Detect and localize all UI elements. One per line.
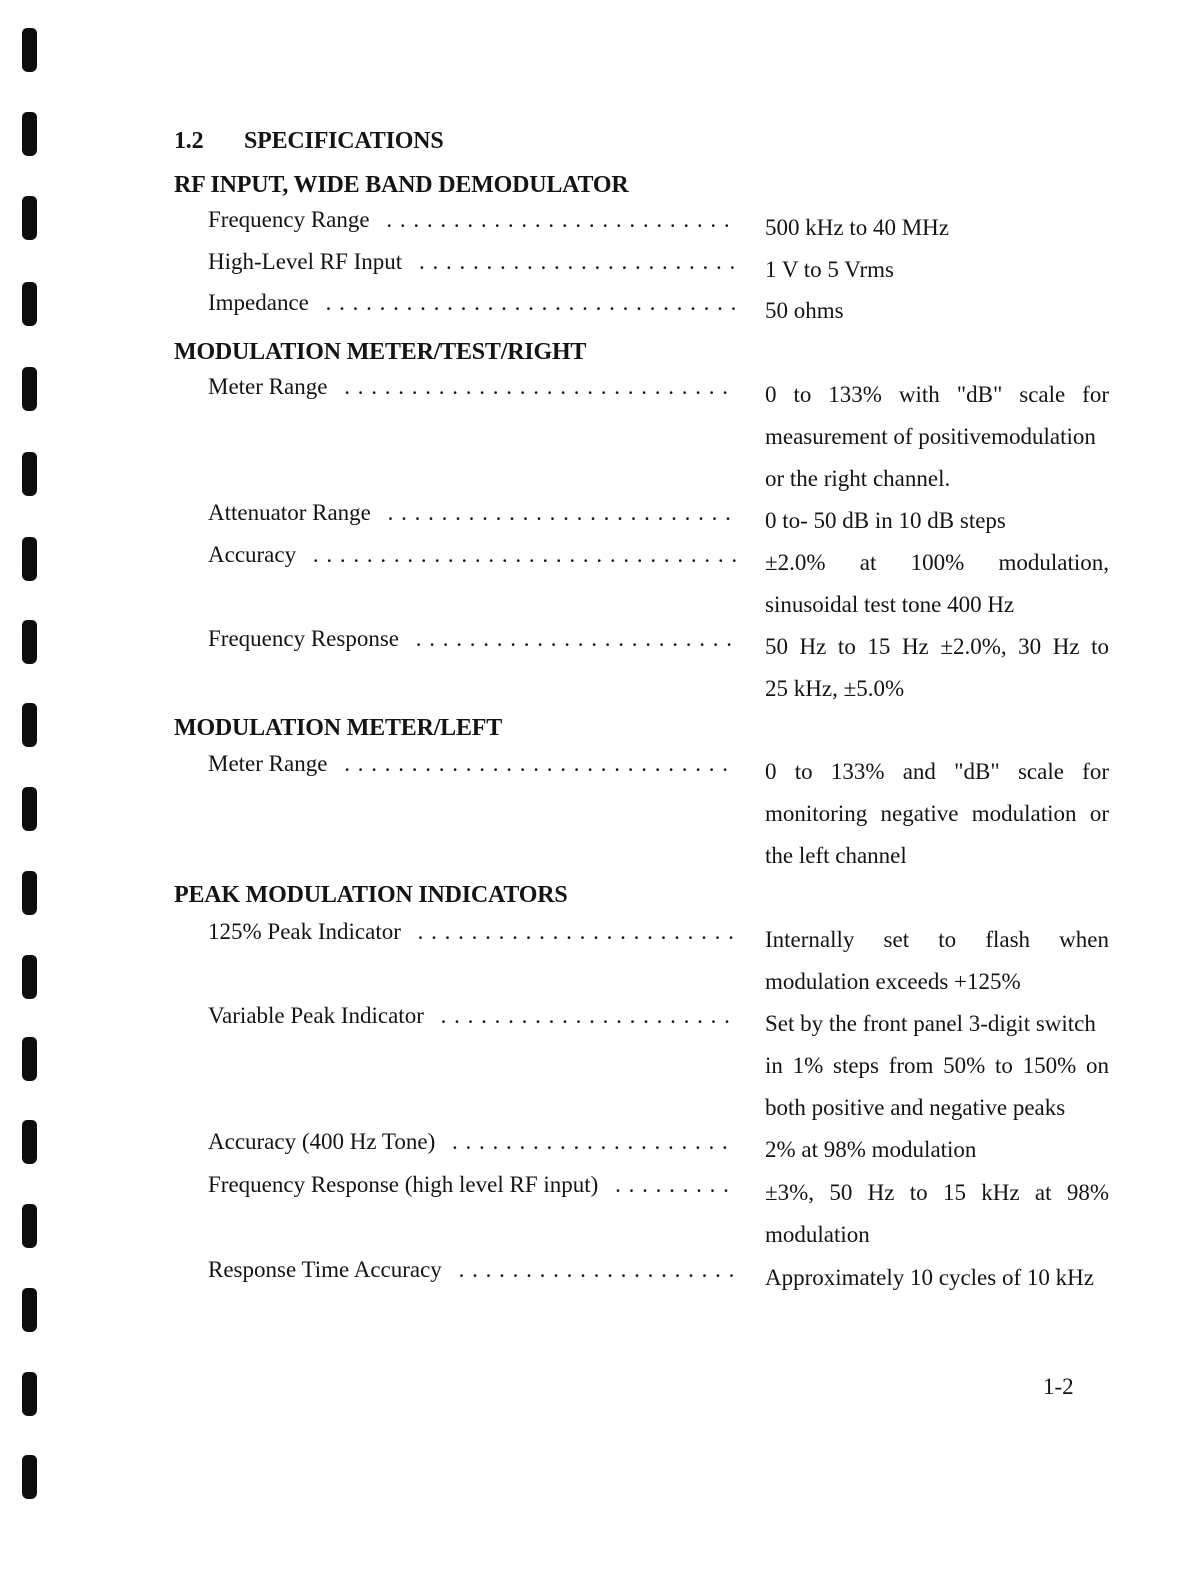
spec-label: Accuracy . . .	[208, 542, 736, 568]
spec-row	[0, 1257, 1194, 1297]
spec-value: 0 to 133% with "dB" scale for measurement of positivemodulation or the right channel.	[765, 382, 1109, 491]
spec-label: 125% Peak Indicator . . .	[208, 919, 736, 945]
spec-row	[0, 207, 1194, 247]
binding-hole	[22, 112, 37, 156]
spec-label: Frequency Response . . .	[208, 626, 736, 652]
spec-label: Accuracy (400 Hz Tone) . . .	[208, 1129, 736, 1155]
spec-label: Response Time Accuracy . . .	[208, 1257, 736, 1283]
spec-row	[0, 500, 1194, 540]
group-heading-peak-modulation: PEAK MODULATION INDICATORS	[174, 882, 568, 908]
spec-label: Frequency Response (high level RF input) . . .	[208, 1172, 736, 1198]
binding-hole	[22, 703, 37, 747]
spec-row	[0, 919, 1194, 994]
spec-value: 50 Hz to 15 Hz ±2.0%, 30 Hz to 25 kHz, ±5.0%	[765, 634, 1109, 701]
section-title	[174, 128, 443, 155]
spec-row	[0, 374, 1194, 491]
spec-row	[0, 1129, 1194, 1169]
binding-hole	[22, 871, 37, 915]
spec-value: ±3%, 50 Hz to 15 kHz at 98% modulation	[765, 1180, 1109, 1247]
spec-label: Attenuator Range . . .	[208, 500, 736, 526]
spec-value: Set by the front panel 3-digit switch in 1% steps from 50% to 150% on both positive and negative peaks	[765, 1011, 1109, 1120]
spec-label: High-Level RF Input . . .	[208, 249, 736, 275]
binding-hole	[22, 955, 37, 999]
spec-row	[0, 751, 1194, 868]
spec-label: Impedance . . .	[208, 290, 736, 316]
binding-hole	[22, 452, 37, 496]
spec-value: Approximately 10 cycles of 10 kHz	[765, 1265, 1094, 1290]
group-heading-modulation-meter-right: MODULATION METER/TEST/RIGHT	[174, 339, 587, 365]
spec-value: ±2.0% at 100% modulation, sinusoidal test tone 400 Hz	[765, 550, 1109, 617]
group-heading-rf-input: RF INPUT, WIDE BAND DEMODULATOR	[174, 172, 629, 198]
spec-label: Meter Range . . .	[208, 751, 736, 777]
group-heading-modulation-meter-left: MODULATION METER/LEFT	[174, 715, 503, 741]
spec-row	[0, 290, 1194, 330]
page-number: 1-2	[1043, 1374, 1074, 1399]
section-number: 1.2	[174, 128, 204, 154]
spec-label: Meter Range . . .	[208, 374, 736, 400]
spec-value: 0 to- 50 dB in 10 dB steps	[765, 508, 1006, 533]
spec-value: 1 V to 5 Vrms	[765, 257, 894, 282]
spec-row	[0, 626, 1194, 701]
binding-hole	[22, 1037, 37, 1081]
spec-value: 500 kHz to 40 MHz	[765, 215, 949, 240]
spec-value: 2% at 98% modulation	[765, 1137, 977, 1162]
spec-row	[0, 1172, 1194, 1247]
spec-label: Frequency Range . . .	[208, 207, 736, 233]
spec-value: Internally set to flash when modulation exceeds +125%	[765, 927, 1109, 994]
spec-row	[0, 1003, 1194, 1120]
section-title-text: SPECIFICATIONS	[244, 128, 444, 154]
binding-hole	[22, 1455, 37, 1499]
binding-hole	[22, 1372, 37, 1416]
spec-row	[0, 542, 1194, 617]
spec-value: 50 ohms	[765, 298, 844, 323]
spec-label: Variable Peak Indicator . . .	[208, 1003, 736, 1029]
binding-hole	[22, 787, 37, 831]
spec-row	[0, 249, 1194, 289]
binding-hole	[22, 28, 37, 72]
spec-value: 0 to 133% and "dB" scale for monitoring negative modulation or the left channel	[765, 759, 1109, 868]
